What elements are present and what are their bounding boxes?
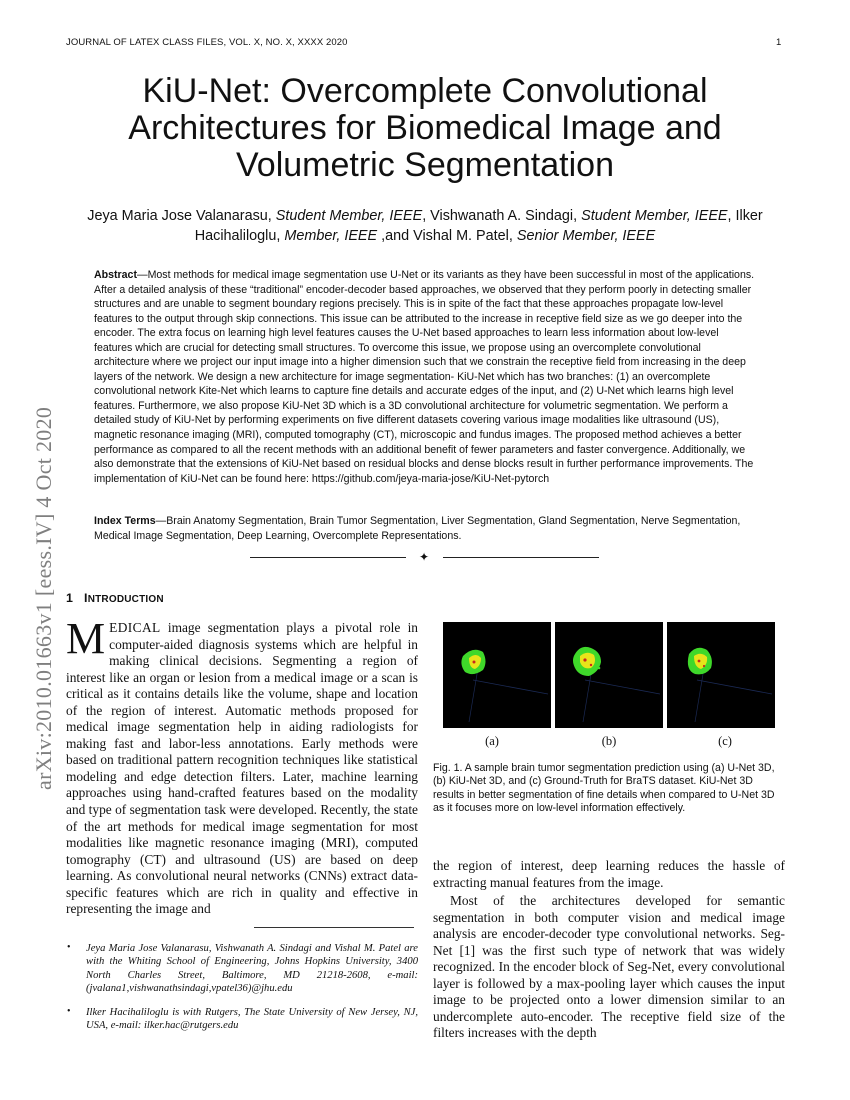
- arxiv-stamp-text: arXiv:2010.01663v1 [eess.IV] 4 Oct 2020: [31, 406, 56, 790]
- author-name: , Ilker Hacihaliloglu,: [194, 208, 763, 244]
- footnote-affiliation-2: Ilker Hacihaliloglu is with Rutgers, The State University of New Jersey, NJ, USA, e-mail: ilker.hac@rutgers.edu: [86, 1007, 418, 1032]
- index-terms-label: Index Terms: [94, 515, 156, 527]
- author-role: Member, IEEE: [284, 228, 378, 244]
- separator-diamond-icon: ✦: [419, 550, 430, 564]
- dropcap: M: [66, 614, 106, 663]
- index-terms: [94, 514, 758, 543]
- author-role: Student Member, IEEE: [275, 208, 423, 224]
- intro-paragraph-3: Most of the architectures developed for semantic segmentation in both computer vision and medical image analysis are encoder-decoder type convolutional networks. Seg-Net [1] was the first such type of network that was widely recognized. In the encoder block of Seg-Net, every convolutional layer is followed by a max-pooling layer which causes the input image to be projected onto a lower dimension similar to an undercomplete auto-encoder. The receptive field size of the filters increases with the depth: [433, 893, 785, 1041]
- section-heading: [66, 591, 164, 605]
- separator-rule-left: [250, 557, 406, 558]
- figure-panel-ground-truth: [667, 622, 775, 728]
- intro-smallcaps: EDICAL: [109, 620, 161, 635]
- author-role: Student Member, IEEE: [581, 208, 728, 224]
- intro-paragraph-1: [66, 614, 419, 918]
- section-title-first: I: [84, 591, 88, 605]
- index-terms-text: —Brain Anatomy Segmentation, Brain Tumor Segmentation, Liver Segmentation, Gland Segmentation, Nerve Segmentation, Medical Image Segmentation, Deep Learning, Overcomplete Representations.: [94, 515, 741, 542]
- section-title-rest: NTRODUCTION: [87, 594, 164, 605]
- author-role: Senior Member, IEEE: [516, 228, 656, 244]
- author-name: , Vishwanath A. Sindagi,: [422, 208, 578, 224]
- intro-paragraph-2: the region of interest, deep learning reduces the hassle of extracting manual features from the image.: [433, 858, 785, 890]
- intro-paragraph-text: image segmentation plays a pivotal role in computer-aided diagnosis systems which are helpful in making clinical decisions. Segmenting a region of interest like an organ or lesion from a medical image or a scan is critical as it contains details like the volume, shape and location of the region of interest. Automatic methods proposed for medical image segmentation help in aiding radiologists for making fast and labor-less annotations. Early methods were based on traditional pattern recognition techniques like statistical modeling and edge detection filters. Later, machine learning approaches using hand-crafted features based on the modality and type of segmentation task were developed. Recently, the state of the art methods for medical image segmentation for most modalities like magnetic resonance imaging (MRI), computed tomography (CT) and ultrasound (US) are based on deep learning. As convolutional neural networks (CNNs) extract data-specific features which are rich in quality and effective in representing the image and: [66, 620, 419, 917]
- figure-sublabel-b: (b): [601, 734, 617, 748]
- abstract: [94, 268, 758, 486]
- footnote-rule: [254, 927, 414, 928]
- figure-panel-kiunet3d: [555, 622, 663, 728]
- page-number: 1: [776, 37, 782, 48]
- figure-sublabel-c: (c): [718, 734, 732, 748]
- footnote-affiliation-1: Jeya Maria Jose Valanarasu, Vishwanath A. Sindagi and Vishal M. Patel are with the Whiting School of Engineering, Johns Hopkins University, 3400 North Charles Street, Baltimore, MD 21218-2608, e-mail: (jvalana1,vishwanathsindagi,vpatel36)@jhu.edu: [86, 943, 418, 994]
- paper-title: KiU-Net: Overcomplete Convolutional Architectures for Biomedical Image and Volumetric Segmentation: [128, 72, 722, 184]
- footnote-bullet-icon: •: [67, 1006, 71, 1017]
- figure-panel-unet3d: [443, 622, 551, 728]
- footnote-bullet-icon: •: [67, 942, 71, 953]
- author-list: [60, 206, 790, 246]
- figure-sublabel-a: (a): [485, 734, 499, 748]
- abstract-label: Abstract: [94, 269, 137, 281]
- section-number: 1: [66, 591, 74, 605]
- figure-caption: Fig. 1. A sample brain tumor segmentation prediction using (a) U-Net 3D, (b) KiU-Net 3D, and (c) Ground-Truth for BraTS dataset. KiU-Net 3D results in better segmentation of fine details when compared to U-Net 3D as it focuses more on low-level information effectively.: [433, 762, 775, 814]
- arxiv-stamp: [31, 300, 56, 790]
- running-head: JOURNAL OF LATEX CLASS FILES, VOL. X, NO. X, XXXX 2020: [66, 37, 348, 48]
- separator-rule-right: [443, 557, 599, 558]
- abstract-text: —Most methods for medical image segmentation use U-Net or its variants as they have been successful in most of the applications. After a detailed analysis of these “traditional” encoder-decoder based approaches, we observed that they perform poorly in detecting smaller structures and are unable to segment boundary regions precisely. This is in spite of the fact that these approaches propagate low-level features to the output through skip connections. This issue can be attributed to the increase in receptive field size as we go deeper into the encoder. The extra focus on learning high level features causes the U-Net based approaches to learn less information about low-level features which are crucial for detecting small structures. To overcome this issue, we propose using an overcomplete convolutional architecture where we project our input image into a higher dimension such that we constrain the receptive field from increasing in the deep layers of the network. We design a new architecture for image segmentation- KiU-Net which has two branches: (1) an overcomplete convolutional network Kite-Net which learns to capture fine details and accurate edges of the input, and (2) U-Net which learns high level features. Furthermore, we also propose KiU-Net 3D which is a 3D convolutional architecture for volumetric segmentation. We perform a detailed study of KiU-Net by performing experiments on five different datasets covering various image modalities like ultrasound (US), magnetic resonance imaging (MRI), computed tomography (CT), microscopic and fundus images. The proposed method achieves a better performance as compared to all the recent methods with an additional benefit of fewer parameters and faster convergence. Additionally, we also demonstrate that the extensions of KiU-Net based on residual blocks and dense blocks result in further performance improvements. The implementation of KiU-Net can be found here: https://github.com/jeya-maria-jose/KiU-Net-pytorch: [94, 269, 755, 485]
- author-name: ,and Vishal M. Patel,: [377, 228, 513, 244]
- author-name: Jeya Maria Jose Valanarasu,: [87, 208, 272, 224]
